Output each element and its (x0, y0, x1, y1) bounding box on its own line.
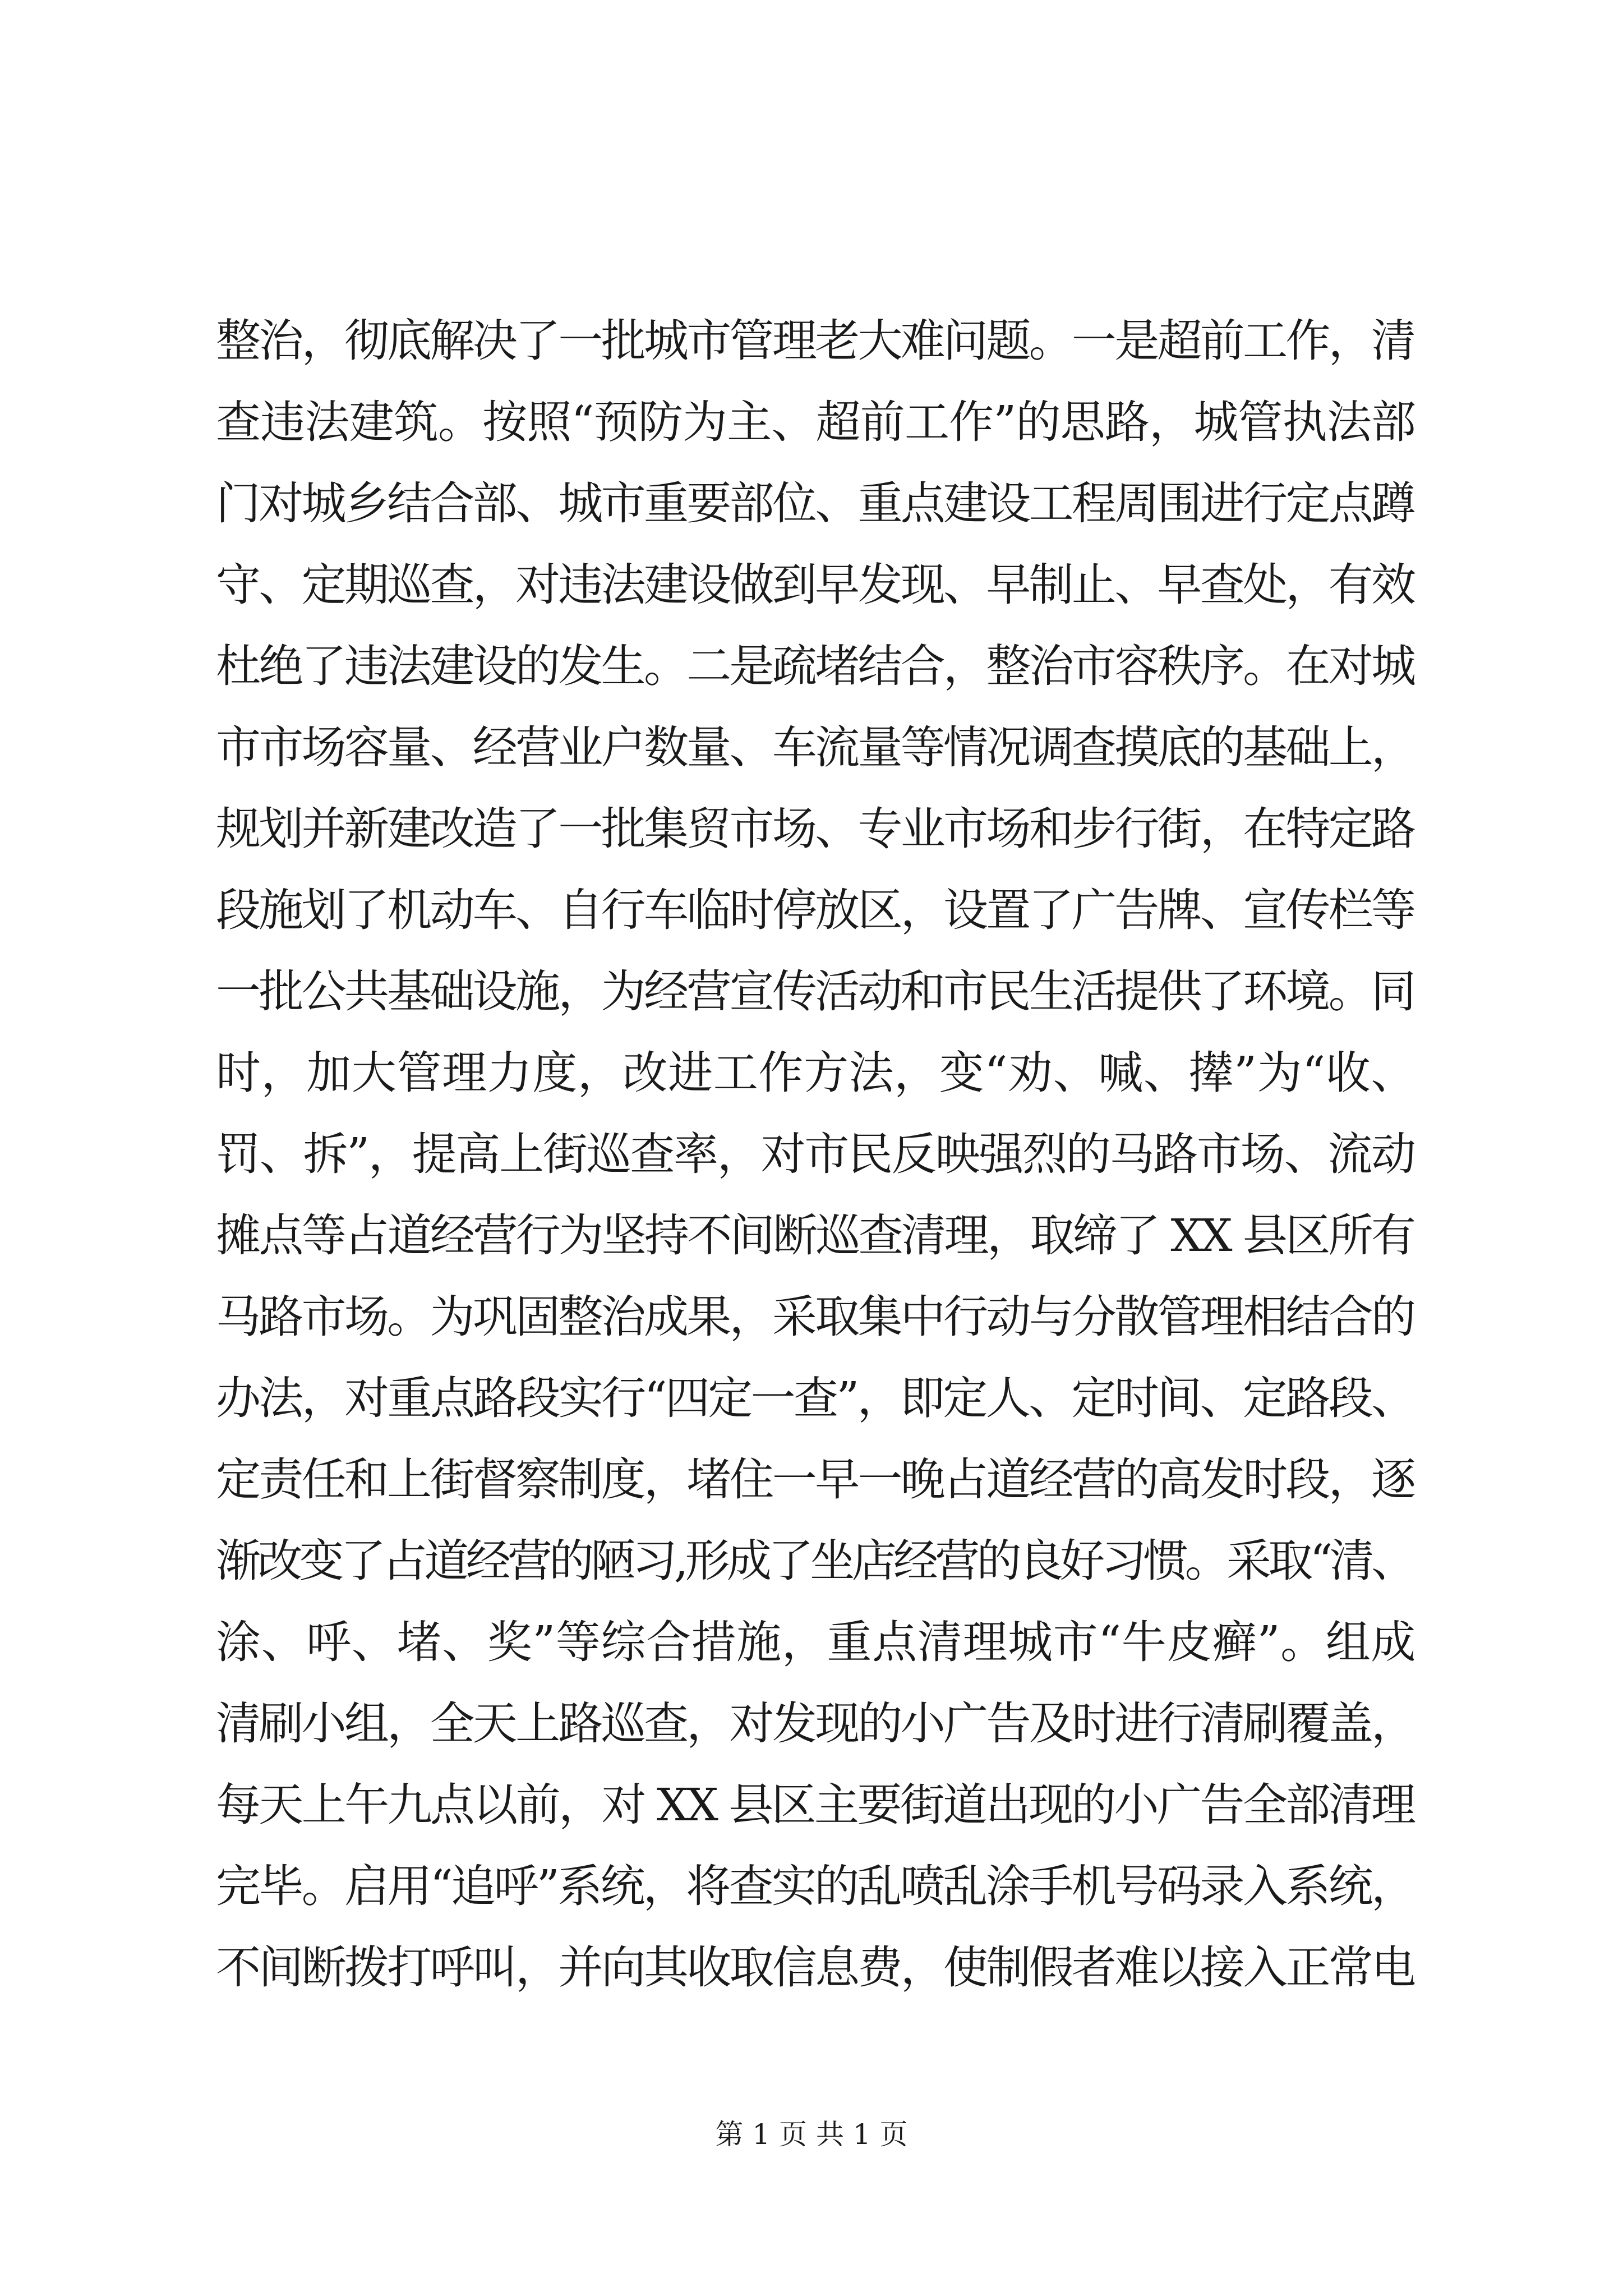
text-line: 门对城乡结合部、城市重要部位、重点建设工程周围进行定点蹲 (216, 477, 1414, 530)
text-line: 马路市场。为巩固整治成果，采取集中行动与分散管理相结合的 (216, 1291, 1414, 1343)
text-line: 整治，彻底解决了一批城市管理老大难问题。一是超前工作，清 (216, 315, 1414, 367)
page-number-footer: 第 1 页 共 1 页 (715, 2118, 908, 2151)
text-line: 涂、呼、堵、奖”等综合措施，重点清理城市“牛皮癣”。组成 (216, 1616, 1416, 1668)
text-line: 定责任和上街督察制度，堵住一早一晚占道经营的高发时段，逐 (216, 1453, 1414, 1506)
body-text (216, 300, 1416, 2008)
text-line: 不间断拨打呼叫，并向其收取信息费，使制假者难以接入正常电 (216, 1941, 1414, 1994)
text-line: 摊点等占道经营行为坚持不间断巡查清理，取缔了 XX 县区所有 (216, 1209, 1414, 1262)
text-line: 罚、拆”，提高上街巡查率，对市民反映强烈的马路市场、流动 (216, 1128, 1415, 1180)
text-line: 查违法建筑。按照“预防为主、超前工作”的思路，城管执法部 (216, 396, 1416, 448)
text-line: 段施划了机动车、自行车临时停放区，设置了广告牌、宣传栏等 (216, 884, 1414, 936)
text-line: 一批公共基础设施，为经营宣传活动和市民生活提供了环境。同 (216, 965, 1414, 1018)
text-line: 时，加大管理力度，改进工作方法，变“劝、喊、撵”为“收、 (216, 1047, 1416, 1099)
text-line: 规划并新建改造了一批集贸市场、专业市场和步行街，在特定路 (216, 803, 1414, 855)
text-line: 办法，对重点路段实行“四定一查”，即定人、定时间、定路段、 (216, 1372, 1414, 1424)
text-line: 守、定期巡查，对违法建设做到早发现、早制止、早查处，有效 (216, 559, 1414, 611)
text-line: 杜绝了违法建设的发生。二是疏堵结合，整治市容秩序。在对城 (216, 640, 1414, 692)
text-line: 清刷小组，全天上路巡查，对发现的小广告及时进行清刷覆盖， (216, 1697, 1414, 1750)
text-line: 每天上午九点以前，对 XX 县区主要街道出现的小广告全部清理 (216, 1779, 1414, 1831)
text-line: 完毕。启用“追呼”系统，将查实的乱喷乱涂手机号码录入系统， (216, 1860, 1414, 1912)
text-line: 市市场容量、经营业户数量、车流量等情况调查摸底的基础上， (216, 721, 1414, 774)
text-line: 渐改变了占道经营的陋习,形成了坐店经营的良好习惯。采取“清、 (216, 1535, 1413, 1587)
